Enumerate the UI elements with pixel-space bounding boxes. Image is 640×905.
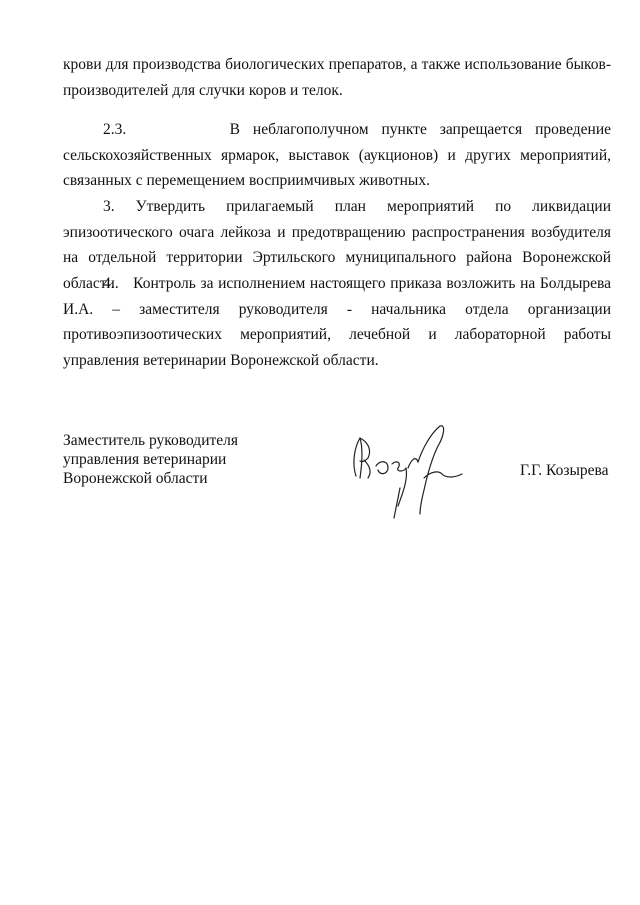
paragraph-continuation: крови для производства биологических препаратов, а также использование быков-производителей для случки коров и телок. [63, 56, 611, 99]
paragraph-4: 4. Контроль за исполнением настоящего приказа возложить на Болдырева И.А. – заместителя руководителя - начальника отдела организации противоэпизоотических мероприятий, лечебной и лабораторной работы управления ветеринарии Воронежской области. [63, 275, 611, 369]
handwritten-signature [338, 418, 478, 523]
signer-name: Г.Г. Козырева [520, 462, 609, 479]
paragraph-2-3: 2.3. В неблагополучном пункте запрещается проведение сельскохозяйственных ярмарок, выставок (аукционов) и других мероприятий, связанных с перемещением восприимчивых животных. [63, 121, 611, 189]
position-line: Заместитель руководителя [63, 432, 239, 449]
position-line: Воронежской области [63, 470, 208, 487]
signatory-position [63, 431, 323, 488]
position-line: управления ветеринарии [63, 451, 227, 468]
paragraph-3: 3. Утвердить прилагаемый план мероприятий по ликвидации эпизоотического очага лейкоза и предотвращению распространения возбудителя на отдельной территории Эртильского муниципального района Воронежской области. [63, 198, 611, 292]
